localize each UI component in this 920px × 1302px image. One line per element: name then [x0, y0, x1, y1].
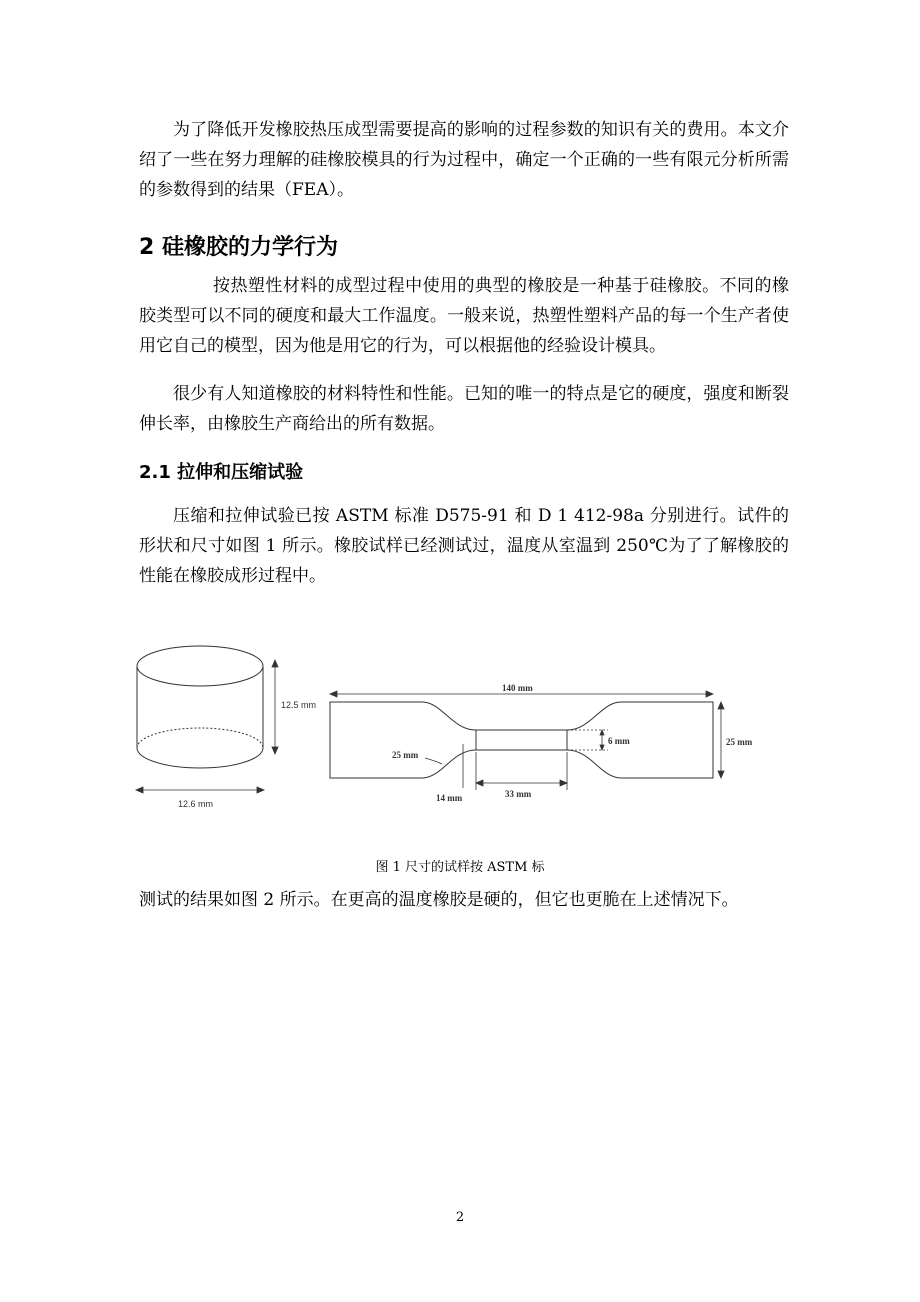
cylinder-diameter-label: 12.6 mm	[178, 799, 214, 809]
paragraph-intro-cost: 为了降低开发橡胶热压成型需要提高的影响的过程参数的知识有关的费用。本文介绍了一些在努力理解的硅橡胶模具的行为过程中，确定一个正确的一些有限元分析所需的参数得到的结果（FEA）。	[139, 120, 789, 200]
paragraph-material-properties: 很少有人知道橡胶的材料特性和性能。已知的唯一的特点是它的硬度，强度和断裂伸长率，由橡胶生产商给出的所有数据。	[139, 384, 789, 434]
dogbone-width-label: 25 mm	[726, 737, 753, 747]
paragraph-tests: 压缩和拉伸试验已按 ASTM 标准 D575-91 和 D 1 412-98a 分别进行。试件的形状和尺寸如图 1 所示。橡胶试样已经测试过，温度从室温到 250℃为了了解橡胶的性能在橡胶成形过程中。	[139, 506, 789, 586]
figure-1-caption: 图 1 尺寸的试样按 ASTM 标	[375, 860, 545, 875]
cylinder-diameter-dimension	[136, 787, 264, 793]
dogbone-gauge-section	[476, 730, 567, 750]
heading-section-2-1: 2.1 拉伸和压缩试验	[139, 462, 304, 483]
dogbone-length-label: 140 mm	[502, 683, 533, 693]
heading-section-2: 2 硅橡胶的力学行为	[139, 235, 338, 260]
cylinder-specimen	[137, 646, 263, 768]
dogbone-neck-width-label: 6 mm	[608, 736, 630, 746]
page-number: 2	[455, 1210, 465, 1225]
dogbone-width-dimension	[718, 702, 724, 778]
cylinder-height-label: 12.5 mm	[281, 700, 317, 710]
dogbone-radius-callout	[425, 758, 442, 764]
cylinder-height-dimension	[272, 660, 278, 754]
dogbone-specimen-outline	[330, 702, 713, 778]
paragraph-rubber-types: 按热塑性材料的成型过程中使用的典型的橡胶是一种基于硅橡胶。不同的橡胶类型可以不同的硬度和最大工作温度。一般来说，热塑性塑料产品的每一个生产者使用它自己的模型，因为他是用它的行为，可以根据他的经验设计模具。	[139, 276, 789, 356]
dogbone-neck-width-dimension	[567, 730, 608, 750]
dogbone-neck-length-dimension	[476, 752, 567, 790]
paragraph-test-results: 测试的结果如图 2 所示。在更高的温度橡胶是硬的，但它也更脆在上述情况下。	[139, 890, 739, 910]
dogbone-radius-label: 25 mm	[392, 750, 419, 760]
figure-1-specimen-drawing	[130, 630, 780, 825]
dogbone-transition-label: 14 mm	[436, 793, 463, 803]
dogbone-neck-length-label: 33 mm	[505, 789, 532, 799]
